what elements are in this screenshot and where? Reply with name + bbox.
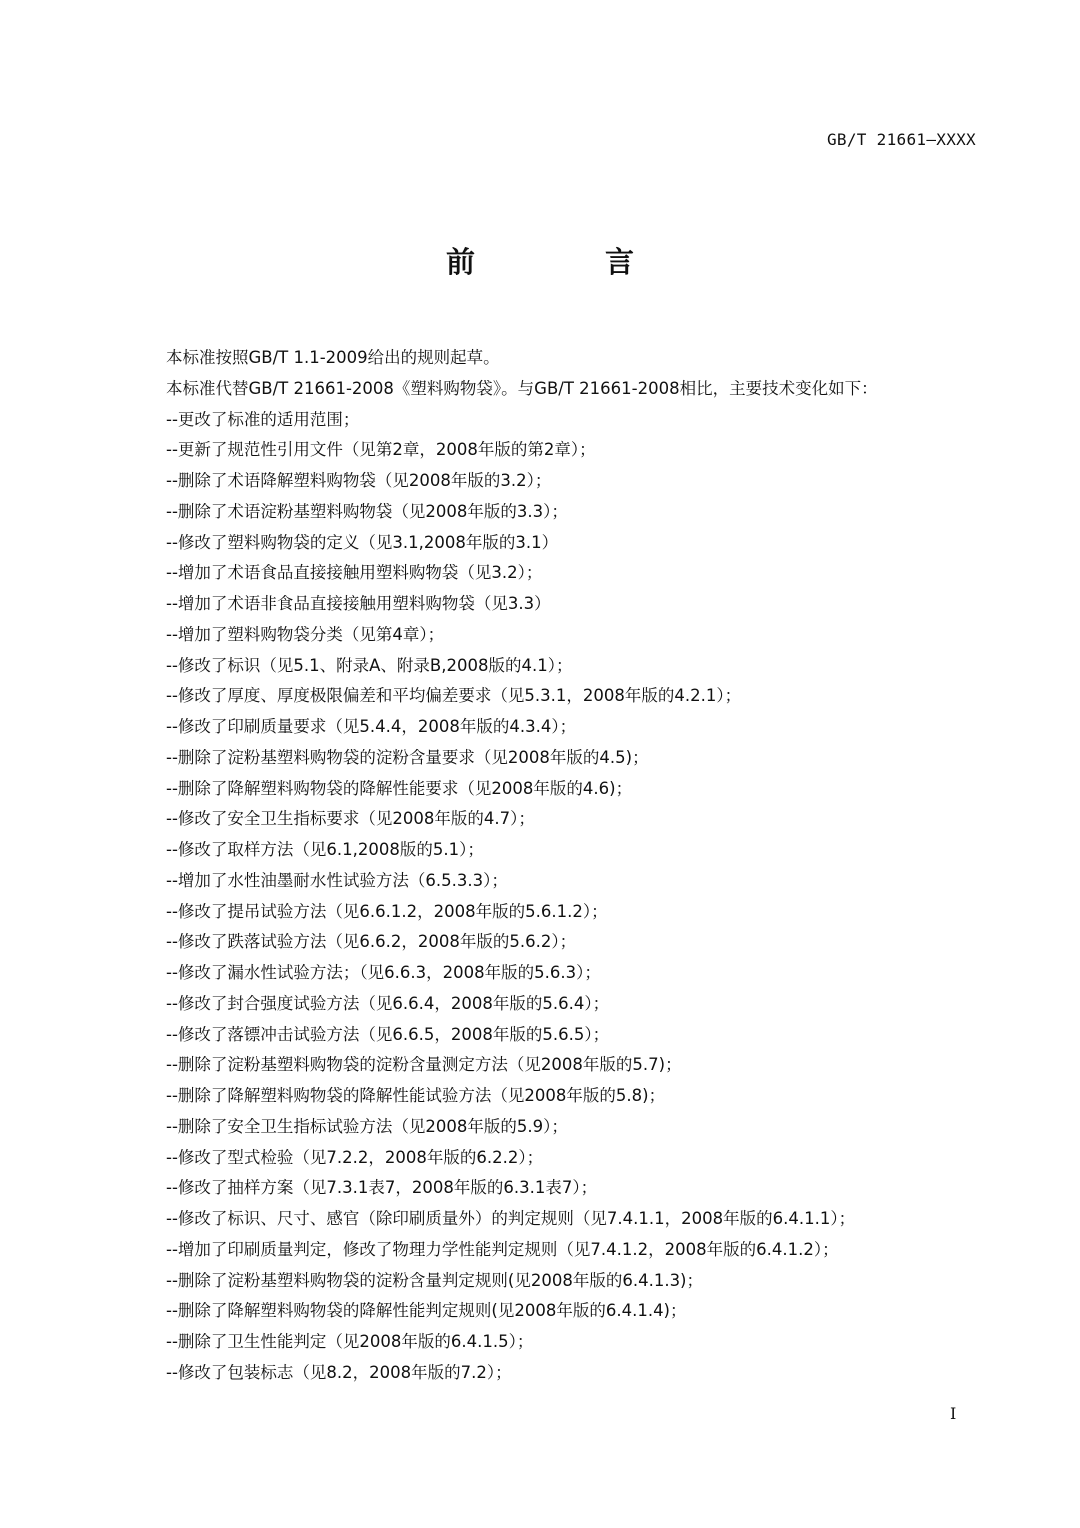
- change-list-item: --修改了型式检验（见7.2.2，2008年版的6.2.2）；: [166, 1147, 544, 1167]
- change-list-item: --更改了标准的适用范围；: [166, 409, 360, 429]
- change-list-item: --修改了塑料购物袋的定义（见3.1,2008年版的3.1）: [166, 532, 559, 552]
- foreword-body: [166, 343, 986, 1389]
- paragraph-line: 本标准按照GB/T 1.1-2009给出的规则起草。: [166, 348, 500, 367]
- change-list-item: --修改了标识（见5.1、附录A、附录B,2008版的4.1）；: [166, 655, 573, 675]
- change-list-item: --增加了术语非食品直接接触用塑料购物袋（见3.3）: [166, 594, 551, 613]
- change-list-item: --删除了安全卫生指标试验方法（见2008年版的5.9）；: [166, 1116, 568, 1136]
- change-list-item: --修改了漏水性试验方法；（见6.6.3，2008年版的5.6.3）；: [166, 963, 601, 982]
- change-list-item: --删除了淀粉基塑料购物袋的淀粉含量判定规则(见2008年版的6.4.1.3)；: [166, 1270, 703, 1290]
- change-list-item: --删除了淀粉基塑料购物袋的淀粉含量要求（见2008年版的4.5)；: [166, 747, 649, 767]
- foreword-title: 前 言: [445, 245, 695, 279]
- page-number: I: [950, 1404, 957, 1423]
- change-list-item: --删除了卫生性能判定（见2008年版的6.4.1.5）；: [166, 1332, 534, 1351]
- change-list-item: --删除了淀粉基塑料购物袋的淀粉含量测定方法（见2008年版的5.7)；: [166, 1055, 682, 1075]
- change-list-item: --修改了取样方法（见6.1,2008版的5.1）；: [166, 840, 484, 859]
- change-list-item: --修改了落镖冲击试验方法（见6.6.5，2008年版的5.6.5）；: [166, 1024, 610, 1044]
- change-list-item: --修改了印刷质量要求（见5.4.4，2008年版的4.3.4）；: [166, 717, 577, 736]
- change-list-item: --更新了规范性引用文件（见第2章，2008年版的第2章）；: [166, 440, 596, 460]
- standard-code-header: GB/T 21661—XXXX: [827, 130, 976, 149]
- change-list-item: --修改了安全卫生指标要求（见2008年版的4.7）；: [166, 809, 535, 829]
- change-list-item: --修改了标识、尺寸、感官（除印刷质量外）的判定规则（见7.4.1.1，2008年版的6.4.1.1）；: [166, 1209, 856, 1228]
- change-list-item: --修改了跌落试验方法（见6.6.2，2008年版的5.6.2）；: [166, 932, 577, 952]
- change-list-item: --修改了封合强度试验方法（见6.6.4，2008年版的5.6.4）；: [166, 993, 610, 1013]
- change-list-item: --删除了降解塑料购物袋的降解性能试验方法（见2008年版的5.8)；: [166, 1086, 666, 1105]
- change-list-item: --修改了厚度、厚度极限偏差和平均偏差要求（见5.3.1，2008年版的4.2.1）；: [166, 686, 742, 706]
- change-list-item: --增加了术语食品直接接触用塑料购物袋（见3.2）；: [166, 563, 543, 583]
- change-list-item: --删除了降解塑料购物袋的降解性能判定规则(见2008年版的6.4.1.4)；: [166, 1301, 687, 1321]
- change-list-item: --增加了印刷质量判定，修改了物理力学性能判定规则（见7.4.1.2，2008年版的6.4.1.2）；: [166, 1239, 839, 1259]
- change-list-item: --修改了包装标志（见8.2，2008年版的7.2）；: [166, 1362, 512, 1382]
- change-list-item: --删除了术语淀粉基塑料购物袋（见2008年版的3.3）；: [166, 501, 568, 521]
- paragraph-line: 本标准代替GB/T 21661-2008《塑料购物袋》。与GB/T 21661-2008相比，主要技术变化如下：: [166, 378, 878, 398]
- change-list-item: --删除了术语降解塑料购物袋（见2008年版的3.2）；: [166, 471, 552, 490]
- change-list-item: --删除了降解塑料购物袋的降解性能要求（见2008年版的4.6)；: [166, 778, 633, 798]
- change-list-item: --增加了塑料购物袋分类（见第4章）；: [166, 624, 445, 644]
- change-list-item: --修改了抽样方案（见7.3.1表7，2008年版的6.3.1表7）；: [166, 1178, 598, 1198]
- change-list-item: --增加了水性油墨耐水性试验方法（6.5.3.3）；: [166, 870, 508, 890]
- change-list-item: --修改了提吊试验方法（见6.6.1.2，2008年版的5.6.1.2）；: [166, 901, 608, 921]
